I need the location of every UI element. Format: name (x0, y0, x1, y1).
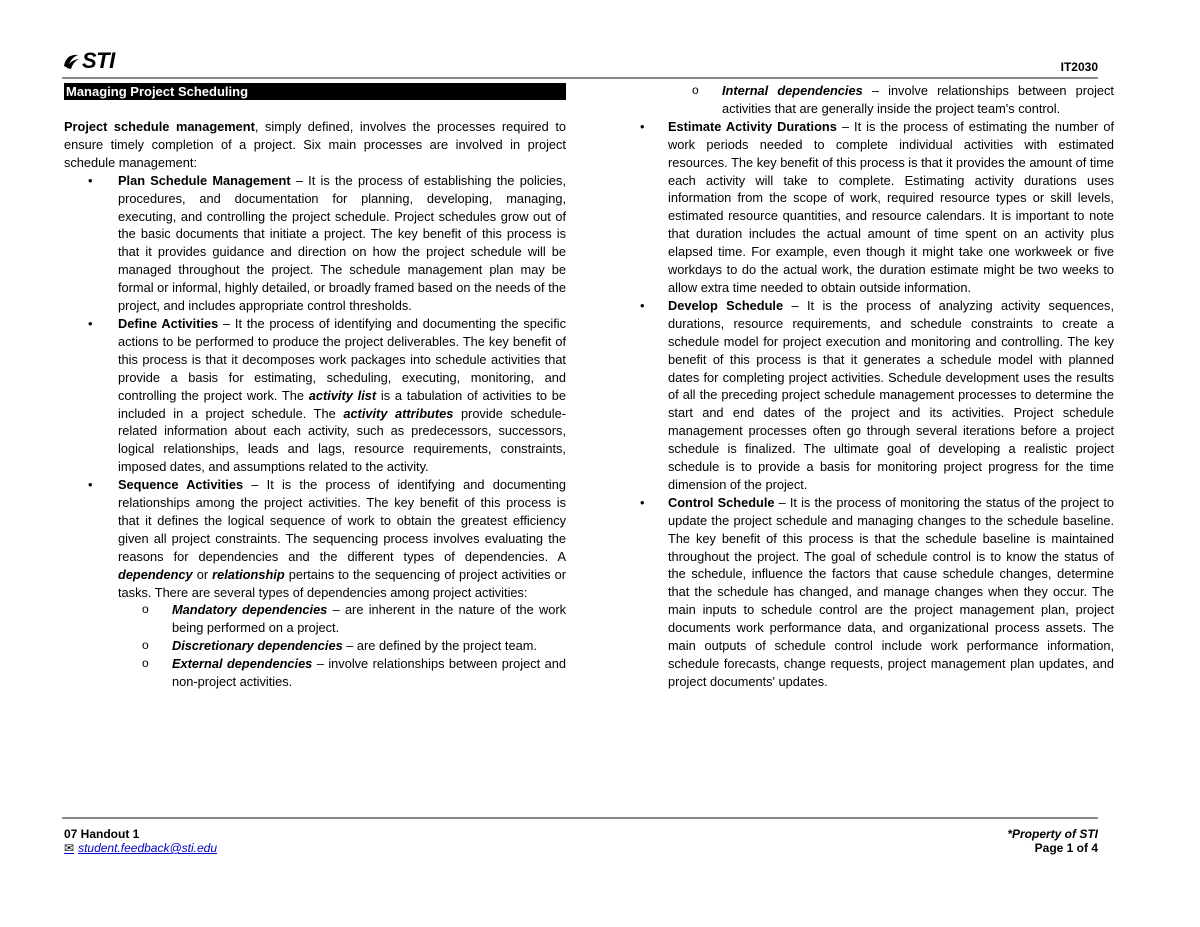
item-text: pertains to the sequencing of project activities or tasks. There are several types of dependencies among project activities: (118, 566, 566, 600)
list-item (64, 476, 566, 691)
header-divider (62, 77, 1098, 79)
sub-bullet-marker: o (142, 656, 149, 671)
section-title: Managing Project Scheduling (64, 83, 566, 100)
item-term: Develop Schedule (668, 297, 784, 313)
bullet-marker: • (88, 172, 93, 188)
sub-item-term: External dependencies (172, 656, 313, 672)
item-term-emphasis: relationship (212, 566, 285, 582)
item-text: – It is the process of establishing the policies, procedures, and documentation for planning, developing, managing, executing, and controlling the project schedule. Project schedules grow out of the basic documents that initiate a project. The key benefit of this process is that it provides guidance and direction on how the project schedule will be managed throughout the project. The schedule management plan may be formal or informal, highly detailed, or broadly framed based on the needs of the project, and includes appropriate control thresholds. (118, 172, 566, 314)
page-number: Page 1 of 4 (1034, 841, 1098, 855)
sub-item-text: – are inherent in the nature of the work being performed on a project. (172, 602, 566, 636)
sub-list-item (118, 655, 566, 691)
sti-logo (62, 48, 115, 74)
list-item (634, 297, 1114, 494)
item-term-emphasis: activity attributes (343, 405, 454, 421)
list-item (634, 118, 1114, 297)
bullet-marker: • (640, 494, 645, 510)
bullet-marker: • (88, 315, 93, 331)
right-column (634, 82, 1114, 691)
feedback-email-row (64, 841, 217, 855)
sub-list-item (118, 637, 566, 655)
handout-label: 07 Handout 1 (64, 827, 140, 841)
item-text: is a tabulation of activities to be included in a project schedule. The (118, 387, 566, 421)
bullet-marker: • (640, 297, 645, 313)
sub-bullet-marker: o (142, 638, 149, 653)
sub-item-term: Discretionary dependencies (172, 638, 343, 654)
bullet-marker: • (640, 118, 645, 134)
sub-item-term: Mandatory dependencies (172, 602, 328, 618)
item-text: – It is the process of monitoring the status of the project to update the project schedule and managing changes to the schedule baseline. The key benefit of this process is that the schedule baseline is maintained throughout the project. The goal of schedule control is to know the status of the schedule, influence the factors that cause schedule changes, determine that the schedule has changed, and manage changes when they occur. The main inputs to schedule control are the project management plan, project documents work performance data, and organizational process assets. The main outputs of schedule control include work performance information, schedule forecasts, change requests, project management plan updates, and project documents' updates. (668, 494, 1114, 689)
intro-text: , simply defined, involves the processes required to ensure timely completion of a project. Six main processes are involved in project schedule management: (64, 119, 567, 170)
item-term: Define Activities (118, 315, 219, 331)
item-term: Control Schedule (668, 494, 775, 510)
feedback-email-link[interactable]: student.feedback@sti.edu (78, 841, 217, 855)
item-text: – It is the process of identifying and documenting relationships among the project activities. The key benefit of this process is that it defines the logical sequence of work to obtain the greatest efficiency given all project constraints. The sequencing process involves evaluating the reasons for dependencies and the different types of dependencies. A (118, 477, 566, 564)
process-list-left (64, 172, 566, 691)
item-text: or (192, 566, 213, 582)
item-term-emphasis: dependency (118, 566, 193, 582)
envelope-icon: ✉ (64, 841, 75, 855)
sti-emblem-icon (62, 52, 80, 70)
bullet-marker: • (88, 477, 93, 493)
sub-item-term: Internal dependencies (722, 83, 863, 98)
course-code: IT2030 (1060, 60, 1098, 74)
list-item (634, 494, 1114, 691)
dependency-list (118, 601, 566, 691)
footer-divider (62, 817, 1098, 819)
intro-term: Project schedule management (64, 119, 255, 134)
sub-list-item (634, 82, 1114, 118)
sub-item-text: – are defined by the project team. (342, 638, 537, 654)
sub-item-text: – involve relationships between project and non-project activities. (172, 656, 566, 690)
property-label: *Property of STI (1007, 827, 1098, 841)
logo-text: STI (82, 48, 115, 73)
intro-paragraph (64, 118, 566, 172)
sub-bullet-marker: o (692, 83, 699, 97)
item-term-emphasis: activity list (308, 387, 377, 403)
item-text: provide schedule-related information about each activity, such as predecessors, successors, logical relationships, leads and lags, resource requirements, constraints, imposed dates, and assumptions related to the activity. (118, 405, 566, 475)
list-item (64, 172, 566, 315)
process-list-right (634, 118, 1114, 691)
left-column (64, 82, 566, 691)
item-term: Sequence Activities (118, 477, 244, 493)
item-text: – It is the process of analyzing activity sequences, durations, resource requirements, and schedule constraints to create a schedule model for project execution and monitoring and controlling. The key benefit of this process is that it generates a schedule model with planned dates for completing project activities. Schedule development uses the results of all the preceding project schedule management processes to determine the start and end dates of the project and its activities. Project schedule management processes often go through several iterations before a project schedule is finalized. The ultimate goal of developing a realistic project schedule is to provide a basis for monitoring project progress for the time dimension of the project. (668, 297, 1114, 492)
list-item (64, 315, 566, 476)
sub-bullet-marker: o (142, 602, 149, 617)
sub-item-text: – involve relationships between project activities that are generally inside the project team's control. (722, 83, 1114, 116)
dependency-list-continued (634, 82, 1114, 118)
item-text: – It the process of identifying and documenting the specific actions to be performed to produce the project deliverables. The key benefit of this process is that it decomposes work packages into schedule activities that provide a basis for estimating, scheduling, executing, monitoring, and controlling the project work. The (118, 315, 567, 403)
item-term: Plan Schedule Management (118, 172, 291, 188)
item-term: Estimate Activity Durations (668, 118, 837, 134)
sub-list-item (118, 601, 566, 637)
item-text: – It is the process of estimating the number of work periods needed to complete individual activities with estimated resources. The key benefit of this process is that it provides the amount of time each activity will take to complete. Estimating activity durations uses information from the scope of work, required resource types or skill levels, estimated resource quantities, and resource calendars. It is important to note that duration includes the actual amount of time spent on an activity plus elapsed time. For example, even though it might take one workweek or five workdays to do the actual work, the duration estimate might be two weeks to allow extra time needed to obtain outside information. (668, 118, 1115, 295)
